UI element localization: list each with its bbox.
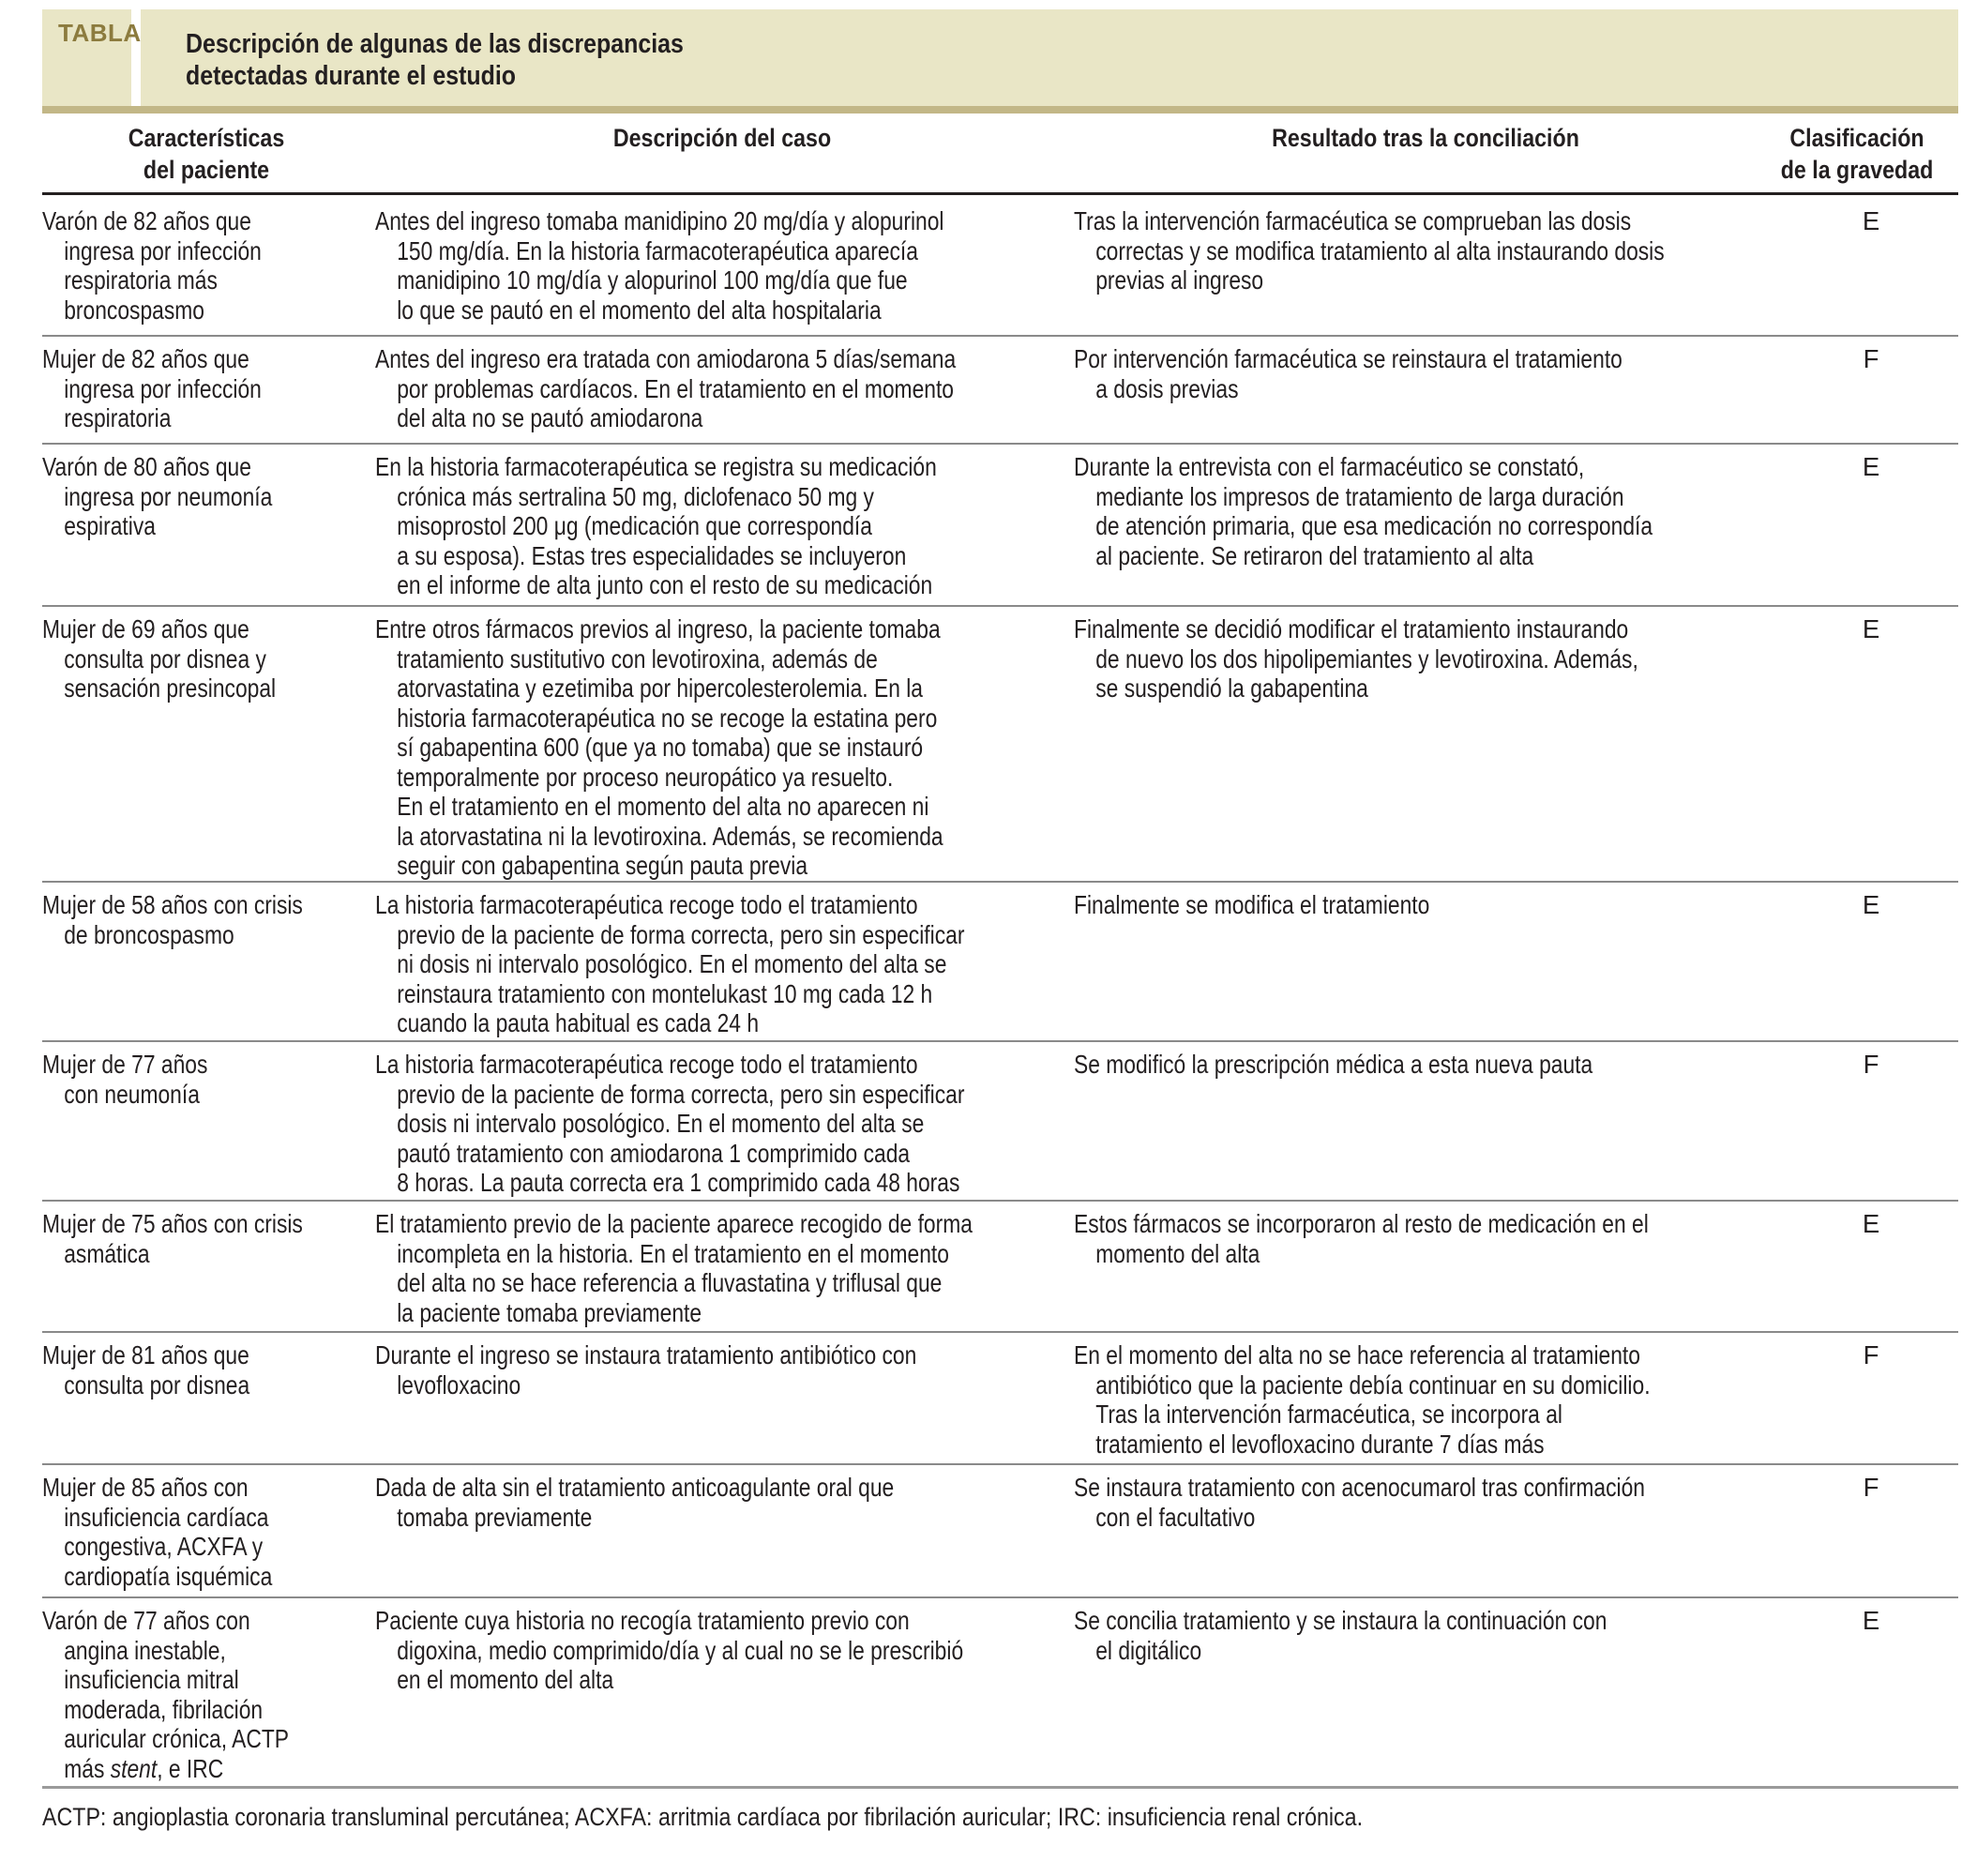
cell-text: más (64, 1753, 111, 1783)
column-header-line: del paciente (143, 156, 270, 184)
column-header-rule (42, 192, 1958, 195)
cell-line: antibiótico que la paciente debía continuar en su domicilio. (1095, 1369, 1651, 1399)
cell-severity: E (1862, 452, 1880, 481)
cell-line: la atorvastatina ni la levotiroxina. Además, se recomienda (397, 821, 943, 851)
row-divider (42, 443, 1958, 445)
cell-line: del alta no se hace referencia a fluvastatina y triflusal que (397, 1268, 943, 1297)
cell-line: Mujer de 81 años que (42, 1340, 249, 1369)
cell-severity: F (1863, 344, 1879, 373)
cell-line: Mujer de 75 años con crisis (42, 1209, 303, 1238)
column-header-line: Clasificación (1789, 124, 1924, 152)
cell-line: respiratoria (64, 403, 172, 432)
cell-line: insuficiencia cardíaca (64, 1502, 269, 1532)
cell-line: misoprostol 200 μg (medicación que correspondía (397, 511, 872, 540)
cell-description (375, 344, 1069, 433)
cell-line: reinstaura tratamiento con montelukast 10 mg cada 12 h (397, 978, 933, 1008)
cell-line: Varón de 77 años con (42, 1606, 250, 1635)
table-title-line: Descripción de algunas de las discrepancias (186, 29, 684, 59)
cell-line: con el facultativo (1095, 1502, 1256, 1532)
cell-line: tratamiento sustitutivo con levotiroxina, además de (397, 643, 878, 673)
cell-severity: E (1862, 890, 1880, 919)
table-title-line: detectadas durante el estudio (186, 61, 517, 91)
cell-line: moderada, fibrilación (64, 1694, 264, 1724)
cell-severity: E (1862, 206, 1880, 235)
cell-patient (42, 1473, 361, 1591)
table-end-rule (42, 1786, 1958, 1789)
cell-patient (42, 206, 361, 325)
cell-line: a dosis previas (1095, 373, 1239, 403)
row-divider (42, 881, 1958, 883)
cell-patient (42, 1209, 361, 1268)
cell-line: Tras la intervención farmacéutica se comprueban las dosis (1074, 206, 1632, 235)
cell-patient (42, 614, 361, 704)
table-label: TABLA (58, 19, 142, 47)
cell-line: pautó tratamiento con amiodarona 1 comprimido cada (397, 1138, 911, 1168)
cell-line: En el momento del alta no se hace referencia al tratamiento (1074, 1340, 1640, 1369)
cell-patient (42, 1340, 361, 1399)
cell-line: Mujer de 58 años con crisis (42, 890, 303, 919)
row-divider (42, 1200, 1958, 1202)
cell-line: broncospasmo (64, 295, 204, 325)
header-rule (42, 106, 1958, 113)
cell-line: mediante los impresos de tratamiento de larga duración (1095, 481, 1624, 511)
row-divider (42, 1596, 1958, 1598)
cell-description (375, 890, 1069, 1038)
cell-line: ingresa por infección (64, 373, 262, 403)
cell-line: Varón de 82 años que (42, 206, 251, 235)
cell-line: a su esposa). Estas tres especialidades se incluyeron (397, 540, 907, 570)
cell-line: en el momento del alta (397, 1665, 614, 1694)
cell-line: digoxina, medio comprimido/día y al cual no se le prescribió (397, 1635, 964, 1665)
cell-line: asmática (64, 1238, 150, 1268)
cell-line: Mujer de 85 años con (42, 1473, 249, 1502)
cell-line: sí gabapentina 600 (que ya no tomaba) que se instauró (397, 733, 924, 762)
cell-line: seguir con gabapentina según pauta previa (397, 851, 808, 880)
cell-result (1074, 1340, 1777, 1459)
cell-line: por problemas cardíacos. En el tratamiento en el momento (397, 373, 955, 403)
cell-line: Mujer de 69 años que (42, 614, 249, 643)
cell-line: al paciente. Se retiraron del tratamiento al alta (1095, 540, 1534, 570)
cell-severity: E (1862, 1209, 1880, 1238)
cell-description (375, 1473, 1069, 1532)
cell-line: Varón de 80 años que (42, 452, 251, 481)
cell-line: correctas y se modifica tratamiento al alta instaurando dosis (1095, 235, 1665, 265)
cell-line: Antes del ingreso tomaba manidipino 20 mg/día y alopurinol (375, 206, 944, 235)
cell-description (375, 1340, 1069, 1399)
cell-line: Dada de alta sin el tratamiento anticoagulante oral que (375, 1473, 895, 1502)
row-divider (42, 1331, 1958, 1333)
footnote: ACTP: angioplastia coronaria transluminal percutánea; ACXFA: arritmia cardíaca por fibrilación auricular; IRC: insuficiencia renal crónica. (42, 1803, 1364, 1831)
cell-line: En el tratamiento en el momento del alta no aparecen ni (397, 792, 929, 821)
cell-line: momento del alta (1095, 1238, 1260, 1268)
cell-line (42, 1754, 360, 1784)
cell-line: previo de la paciente de forma correcta, pero sin especificar (397, 1079, 965, 1109)
cell-line: La historia farmacoterapéutica recoge todo el tratamiento (375, 890, 918, 919)
cell-line: cardiopatía isquémica (64, 1561, 273, 1591)
cell-italic-text: stent (110, 1753, 158, 1783)
cell-line: previo de la paciente de forma correcta, pero sin especificar (397, 919, 965, 949)
cell-line: sensación presincopal (64, 673, 277, 703)
cell-line: el digitálico (1095, 1635, 1202, 1665)
cell-line: espirativa (64, 511, 156, 540)
cell-line: tratamiento el levofloxacino durante 7 días más (1095, 1429, 1545, 1459)
cell-line: de broncospasmo (64, 919, 234, 949)
cell-result (1074, 1473, 1777, 1532)
cell-line: respiratoria más (64, 265, 218, 295)
row-divider (42, 605, 1958, 607)
cell-line: manidipino 10 mg/día y alopurinol 100 mg/día que fue (397, 265, 908, 295)
cell-line: tomaba previamente (397, 1502, 593, 1532)
cell-line: angina inestable, (64, 1635, 226, 1665)
cell-line: ni dosis ni intervalo posológico. En el momento del alta se (397, 949, 947, 978)
row-divider (42, 1040, 1958, 1042)
column-header-patient (117, 122, 294, 186)
cell-line: Durante la entrevista con el farmacéutico se constató, (1074, 452, 1585, 481)
cell-line: cuando la pauta habitual es cada 24 h (397, 1008, 760, 1037)
cell-line: Estos fármacos se incorporaron al resto de medicación en el (1074, 1209, 1649, 1238)
cell-line: Se concilia tratamiento y se instaura la continuación con (1074, 1606, 1607, 1635)
cell-line: auricular crónica, ACTP (64, 1724, 289, 1753)
cell-line: 8 horas. La pauta correcta era 1 comprimido cada 48 horas (397, 1168, 960, 1197)
cell-line: El tratamiento previo de la paciente aparece recogido de forma (375, 1209, 973, 1238)
cell-description (375, 452, 1069, 600)
cell-severity: F (1863, 1473, 1879, 1502)
cell-line: Finalmente se decidió modificar el tratamiento instaurando (1074, 614, 1629, 643)
cell-line: consulta por disnea (64, 1369, 250, 1399)
cell-patient (42, 1050, 361, 1109)
cell-severity: E (1862, 1606, 1880, 1635)
cell-line: Se instaura tratamiento con acenocumarol tras confirmación (1074, 1473, 1645, 1502)
cell-line: crónica más sertralina 50 mg, diclofenaco 50 mg y (397, 481, 874, 511)
cell-line: historia farmacoterapéutica no se recoge la estatina pero (397, 703, 938, 733)
column-header-severity (1768, 122, 1945, 186)
cell-severity: E (1862, 614, 1880, 643)
cell-line: Mujer de 77 años (42, 1050, 208, 1079)
cell-line: En la historia farmacoterapéutica se registra su medicación (375, 452, 937, 481)
cell-patient (42, 1606, 361, 1783)
cell-patient (42, 890, 361, 949)
cell-line: dosis ni intervalo posológico. En el momento del alta se (397, 1109, 925, 1138)
cell-line: con neumonía (64, 1079, 200, 1109)
cell-line: Durante el ingreso se instaura tratamiento antibiótico con (375, 1340, 917, 1369)
cell-result (1074, 1050, 1777, 1080)
table-title (186, 28, 684, 92)
cell-line: la paciente tomaba previamente (397, 1297, 702, 1327)
cell-line: en el informe de alta junto con el resto de su medicación (397, 570, 933, 599)
cell-result (1074, 344, 1777, 403)
cell-line: atorvastatina y ezetimiba por hipercolesterolemia. En la (397, 673, 924, 703)
cell-line: Antes del ingreso era tratada con amiodarona 5 días/semana (375, 344, 957, 373)
cell-description (375, 1606, 1069, 1695)
cell-line: del alta no se pautó amiodarona (397, 403, 703, 432)
cell-line: Por intervención farmacéutica se reinstaura el tratamiento (1074, 344, 1622, 373)
cell-description (375, 206, 1069, 325)
cell-line: La historia farmacoterapéutica recoge todo el tratamiento (375, 1050, 918, 1079)
column-header-description: Descripción del caso (612, 124, 832, 152)
cell-line: Tras la intervención farmacéutica, se incorpora al (1095, 1399, 1562, 1429)
cell-line: se suspendió la gabapentina (1095, 673, 1368, 703)
cell-line: 150 mg/día. En la historia farmacoterapéutica aparecía (397, 235, 918, 265)
cell-line: congestiva, ACXFA y (64, 1532, 264, 1561)
cell-line: ingresa por infección (64, 235, 262, 265)
cell-result (1074, 452, 1777, 570)
column-header-line: Características (128, 124, 285, 152)
cell-line: de nuevo los dos hipolipemiantes y levotiroxina. Además, (1095, 643, 1638, 673)
cell-description (375, 1209, 1069, 1327)
cell-patient (42, 452, 361, 541)
row-divider (42, 1463, 1958, 1465)
cell-line: incompleta en la historia. En el tratamiento en el momento (397, 1238, 949, 1268)
cell-line: temporalmente por proceso neuropático ya resuelto. (397, 762, 894, 792)
cell-line: Finalmente se modifica el tratamiento (1074, 890, 1430, 919)
cell-result (1074, 1209, 1777, 1268)
cell-line: Mujer de 82 años que (42, 344, 249, 373)
cell-result (1074, 1606, 1777, 1665)
cell-line: Paciente cuya historia no recogía tratamiento previo con (375, 1606, 910, 1635)
cell-result (1074, 614, 1777, 704)
cell-line: ingresa por neumonía (64, 481, 273, 511)
cell-line: consulta por disnea y (64, 643, 266, 673)
column-header-result: Resultado tras la conciliación (1272, 124, 1579, 152)
cell-result (1074, 206, 1777, 295)
column-header-line: de la gravedad (1780, 156, 1934, 184)
cell-description (375, 1050, 1069, 1198)
cell-line: insuficiencia mitral (64, 1665, 239, 1694)
cell-line: previas al ingreso (1095, 265, 1264, 295)
cell-text: , e IRC (157, 1753, 224, 1783)
cell-line: de atención primaria, que esa medicación no correspondía (1095, 511, 1653, 540)
cell-patient (42, 344, 361, 433)
cell-severity: F (1863, 1340, 1879, 1369)
row-divider (42, 335, 1958, 337)
cell-severity: F (1863, 1050, 1879, 1079)
cell-description (375, 614, 1069, 881)
cell-line: Entre otros fármacos previos al ingreso, la paciente tomaba (375, 614, 941, 643)
cell-line: lo que se pautó en el momento del alta hospitalaria (397, 295, 882, 325)
cell-line: levofloxacino (397, 1369, 521, 1399)
cell-result (1074, 890, 1777, 920)
cell-line: Se modificó la prescripción médica a esta nueva pauta (1074, 1050, 1593, 1079)
